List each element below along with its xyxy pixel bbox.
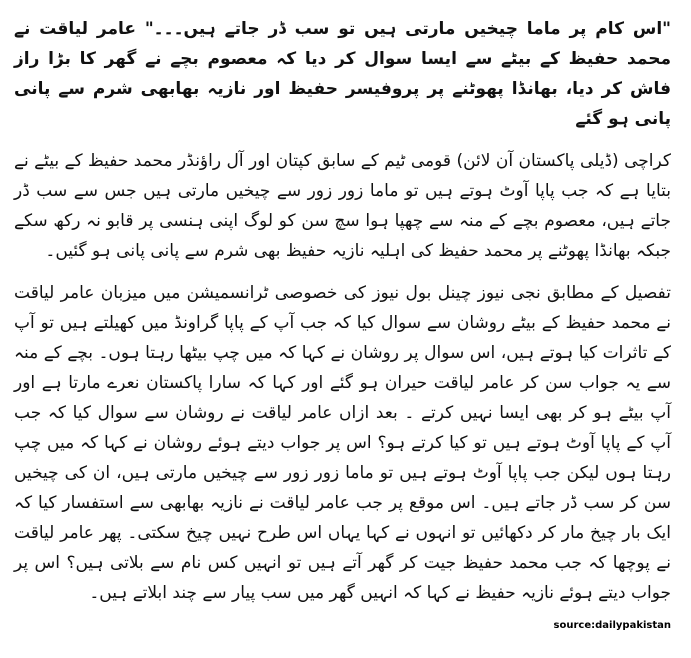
article-paragraph-2: تفصیل کے مطابق نجی نیوز چینل بول نیوز کی خصوصی ٹرانسمیشن میں میزبان عامر لیاقت نے محمد حفیظ کے بیٹے روشان سے سوال کیا کہ جب آپ کے پاپا گراونڈ میں کھیلتے ہیں تو آپ کے تاثرات کیا ہوتے ہیں، اس سوال پر روشان نے کہا کہ میں چپ بیٹھا رہتا ہوں۔ بچے کے منہ سے یہ جواب سن کر عامر لیاقت حیران ہو گئے اور کہا کہ سارا پاکستان نعرے مارتا ہے اور آپ بیٹے ہو کر بھی ایسا نہیں کرتے ۔ بعد ازاں عامر لیاقت نے روشان سے سوال کیا کہ جب آپ کے پاپا آوٹ ہوتے ہیں تو کیا کرتے ہو؟ اس پر جواب دیتے ہوئے روشان نے کہا کہ میں چپ رہتا ہوں لیکن جب پاپا آوٹ ہوتے ہیں تو ماما زور زور سے چیخیں مارتی ہیں، ان کی چیخیں سن کر سب ڈر جاتے ہیں۔ اس موقع پر جب عامر لیاقت نے نازیہ بھابھی سے استفسار کیا کہ ایک بار چیخ مار کر دکھائیں تو انہوں نے کہا یہاں اس طرح نہیں چیخ سکتی۔ پھر عامر لیاقت نے پوچھا کہ جب محمد حفیظ جیت کر گھر آتے ہیں تو انہیں کس نام سے بلاتی ہیں؟ اس پر جواب دیتے ہوئے نازیہ حفیظ نے کہا کہ انہیں گھر میں سب پیار سے چند ابلاتے ہیں۔: [14, 283, 671, 603]
article-paragraph-1: کراچی (ڈیلی پاکستان آن لائن) قومی ٹیم کے سابق کپتان اور آل راؤنڈر محمد حفیظ کے بیٹے نے بتایا ہے کہ جب پاپا آوٹ ہوتے ہیں تو ماما زور زور سے چیخیں مارتی ہیں جس سے سب ڈر جاتے ہیں، معصوم بچے کے منہ سے چھپا ہوا سچ سن کو لوگ اپنی ہنسی پر قابو نہ رکھ سکے جبکہ بھانڈا پھوٹنے پر محمد حفیظ کی اہلیہ نازیہ حفیظ بھی شرم سے پانی پانی ہو گئیں۔: [14, 151, 671, 261]
article-headline: "اس کام پر ماما چیخیں مارتی ہیں تو سب ڈر جاتے ہیں۔۔۔" عامر لیاقت نے محمد حفیظ کے بیٹے سے ایسا سوال کر دیا کہ معصوم بچے نے گھر کا بڑا راز فاش کر دیا، بھانڈا پھوٹنے پر پروفیسر حفیظ اور نازیہ بھابھی شرم سے پانی پانی ہو گئے: [14, 19, 671, 129]
source-credit: source:dailypakistan: [553, 620, 671, 631]
